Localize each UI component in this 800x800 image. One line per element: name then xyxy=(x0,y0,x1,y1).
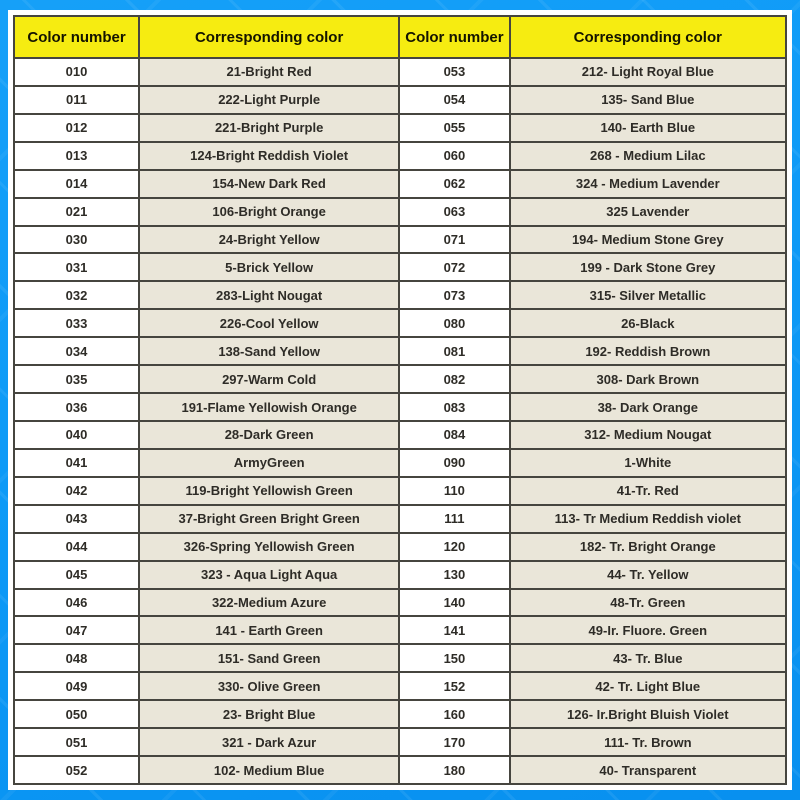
corresponding-color-cell: 140- Earth Blue xyxy=(510,114,786,142)
corresponding-color-cell: 24-Bright Yellow xyxy=(139,226,399,254)
corresponding-color-cell: 268 - Medium Lilac xyxy=(510,142,786,170)
table-row xyxy=(14,449,786,477)
color-number-cell: 081 xyxy=(399,337,509,365)
color-number-cell: 012 xyxy=(14,114,139,142)
corresponding-color-cell: 199 - Dark Stone Grey xyxy=(510,253,786,281)
table-row xyxy=(14,477,786,505)
color-number-cell: 120 xyxy=(399,533,509,561)
corresponding-color-cell: 192- Reddish Brown xyxy=(510,337,786,365)
color-number-cell: 054 xyxy=(399,86,509,114)
color-number-cell: 036 xyxy=(14,393,139,421)
table-row xyxy=(14,365,786,393)
corresponding-color-cell: 37-Bright Green Bright Green xyxy=(139,505,399,533)
corresponding-color-cell: 221-Bright Purple xyxy=(139,114,399,142)
color-number-cell: 040 xyxy=(14,421,139,449)
corresponding-color-cell: 326-Spring Yellowish Green xyxy=(139,533,399,561)
corresponding-color-cell: 135- Sand Blue xyxy=(510,86,786,114)
table-row xyxy=(14,393,786,421)
color-number-cell: 044 xyxy=(14,533,139,561)
color-number-cell: 072 xyxy=(399,253,509,281)
corresponding-color-cell: 194- Medium Stone Grey xyxy=(510,226,786,254)
table-row xyxy=(14,728,786,756)
color-number-cell: 021 xyxy=(14,198,139,226)
table-header xyxy=(14,16,786,58)
corresponding-color-cell: 49-Ir. Fluore. Green xyxy=(510,616,786,644)
corresponding-color-cell: 113- Tr Medium Reddish violet xyxy=(510,505,786,533)
corresponding-color-cell: 154-New Dark Red xyxy=(139,170,399,198)
corresponding-color-cell: 48-Tr. Green xyxy=(510,589,786,617)
corresponding-color-cell: 141 - Earth Green xyxy=(139,616,399,644)
color-table-body xyxy=(14,58,786,784)
corresponding-color-cell: 315- Silver Metallic xyxy=(510,281,786,309)
color-number-cell: 084 xyxy=(399,421,509,449)
color-number-cell: 083 xyxy=(399,393,509,421)
color-number-cell: 014 xyxy=(14,170,139,198)
color-number-cell: 060 xyxy=(399,142,509,170)
header-color-number-left: Color number xyxy=(14,16,139,58)
table-row xyxy=(14,337,786,365)
corresponding-color-cell: 41-Tr. Red xyxy=(510,477,786,505)
corresponding-color-cell: 191-Flame Yellowish Orange xyxy=(139,393,399,421)
table-row xyxy=(14,700,786,728)
color-conversion-table xyxy=(13,15,787,785)
corresponding-color-cell: 222-Light Purple xyxy=(139,86,399,114)
table-row xyxy=(14,616,786,644)
corresponding-color-cell: 322-Medium Azure xyxy=(139,589,399,617)
header-corresponding-color-left: Corresponding color xyxy=(139,16,399,58)
color-number-cell: 045 xyxy=(14,561,139,589)
corresponding-color-cell: 324 - Medium Lavender xyxy=(510,170,786,198)
corresponding-color-cell: 182- Tr. Bright Orange xyxy=(510,533,786,561)
corresponding-color-cell: 28-Dark Green xyxy=(139,421,399,449)
color-number-cell: 031 xyxy=(14,253,139,281)
header-corresponding-color-right: Corresponding color xyxy=(510,16,786,58)
table-row xyxy=(14,142,786,170)
corresponding-color-cell: 106-Bright Orange xyxy=(139,198,399,226)
table-row xyxy=(14,561,786,589)
corresponding-color-cell: 226-Cool Yellow xyxy=(139,309,399,337)
table-row xyxy=(14,756,786,784)
color-number-cell: 110 xyxy=(399,477,509,505)
corresponding-color-cell: 323 - Aqua Light Aqua xyxy=(139,561,399,589)
color-number-cell: 111 xyxy=(399,505,509,533)
table-row xyxy=(14,589,786,617)
color-number-cell: 141 xyxy=(399,616,509,644)
color-number-cell: 082 xyxy=(399,365,509,393)
corresponding-color-cell: 312- Medium Nougat xyxy=(510,421,786,449)
color-number-cell: 011 xyxy=(14,86,139,114)
corresponding-color-cell: 102- Medium Blue xyxy=(139,756,399,784)
corresponding-color-cell: ArmyGreen xyxy=(139,449,399,477)
corresponding-color-cell: 325 Lavender xyxy=(510,198,786,226)
color-number-cell: 035 xyxy=(14,365,139,393)
corresponding-color-cell: 21-Bright Red xyxy=(139,58,399,86)
color-number-cell: 063 xyxy=(399,198,509,226)
color-number-cell: 047 xyxy=(14,616,139,644)
corresponding-color-cell: 5-Brick Yellow xyxy=(139,253,399,281)
table-row xyxy=(14,170,786,198)
corresponding-color-cell: 111- Tr. Brown xyxy=(510,728,786,756)
corresponding-color-cell: 297-Warm Cold xyxy=(139,365,399,393)
corresponding-color-cell: 283-Light Nougat xyxy=(139,281,399,309)
color-number-cell: 130 xyxy=(399,561,509,589)
color-number-cell: 180 xyxy=(399,756,509,784)
corresponding-color-cell: 308- Dark Brown xyxy=(510,365,786,393)
table-row xyxy=(14,114,786,142)
color-number-cell: 050 xyxy=(14,700,139,728)
color-number-cell: 170 xyxy=(399,728,509,756)
corresponding-color-cell: 212- Light Royal Blue xyxy=(510,58,786,86)
color-number-cell: 033 xyxy=(14,309,139,337)
corresponding-color-cell: 44- Tr. Yellow xyxy=(510,561,786,589)
table-row xyxy=(14,672,786,700)
header-row xyxy=(14,16,786,58)
corresponding-color-cell: 1-White xyxy=(510,449,786,477)
corresponding-color-cell: 126- Ir.Bright Bluish Violet xyxy=(510,700,786,728)
corresponding-color-cell: 330- Olive Green xyxy=(139,672,399,700)
table-row xyxy=(14,198,786,226)
corresponding-color-cell: 321 - Dark Azur xyxy=(139,728,399,756)
color-number-cell: 042 xyxy=(14,477,139,505)
color-number-cell: 071 xyxy=(399,226,509,254)
color-number-cell: 080 xyxy=(399,309,509,337)
corresponding-color-cell: 124-Bright Reddish Violet xyxy=(139,142,399,170)
corresponding-color-cell: 43- Tr. Blue xyxy=(510,644,786,672)
color-number-cell: 051 xyxy=(14,728,139,756)
color-number-cell: 034 xyxy=(14,337,139,365)
corresponding-color-cell: 38- Dark Orange xyxy=(510,393,786,421)
corresponding-color-cell: 42- Tr. Light Blue xyxy=(510,672,786,700)
table-row xyxy=(14,421,786,449)
table-row xyxy=(14,253,786,281)
header-color-number-right: Color number xyxy=(399,16,509,58)
table-row xyxy=(14,309,786,337)
color-number-cell: 052 xyxy=(14,756,139,784)
corresponding-color-cell: 26-Black xyxy=(510,309,786,337)
table-row xyxy=(14,226,786,254)
corresponding-color-cell: 40- Transparent xyxy=(510,756,786,784)
color-number-cell: 048 xyxy=(14,644,139,672)
color-number-cell: 055 xyxy=(399,114,509,142)
color-number-cell: 090 xyxy=(399,449,509,477)
color-number-cell: 043 xyxy=(14,505,139,533)
table-row xyxy=(14,533,786,561)
color-number-cell: 032 xyxy=(14,281,139,309)
table-row xyxy=(14,644,786,672)
color-number-cell: 062 xyxy=(399,170,509,198)
color-number-cell: 152 xyxy=(399,672,509,700)
color-number-cell: 073 xyxy=(399,281,509,309)
corresponding-color-cell: 151- Sand Green xyxy=(139,644,399,672)
color-number-cell: 030 xyxy=(14,226,139,254)
color-number-cell: 160 xyxy=(399,700,509,728)
color-number-cell: 140 xyxy=(399,589,509,617)
color-number-cell: 046 xyxy=(14,589,139,617)
table-row xyxy=(14,58,786,86)
color-conversion-table-panel xyxy=(8,10,792,790)
color-number-cell: 053 xyxy=(399,58,509,86)
corresponding-color-cell: 138-Sand Yellow xyxy=(139,337,399,365)
color-number-cell: 150 xyxy=(399,644,509,672)
color-number-cell: 041 xyxy=(14,449,139,477)
table-row xyxy=(14,505,786,533)
color-number-cell: 013 xyxy=(14,142,139,170)
color-number-cell: 049 xyxy=(14,672,139,700)
color-number-cell: 010 xyxy=(14,58,139,86)
table-row xyxy=(14,86,786,114)
corresponding-color-cell: 23- Bright Blue xyxy=(139,700,399,728)
corresponding-color-cell: 119-Bright Yellowish Green xyxy=(139,477,399,505)
table-row xyxy=(14,281,786,309)
